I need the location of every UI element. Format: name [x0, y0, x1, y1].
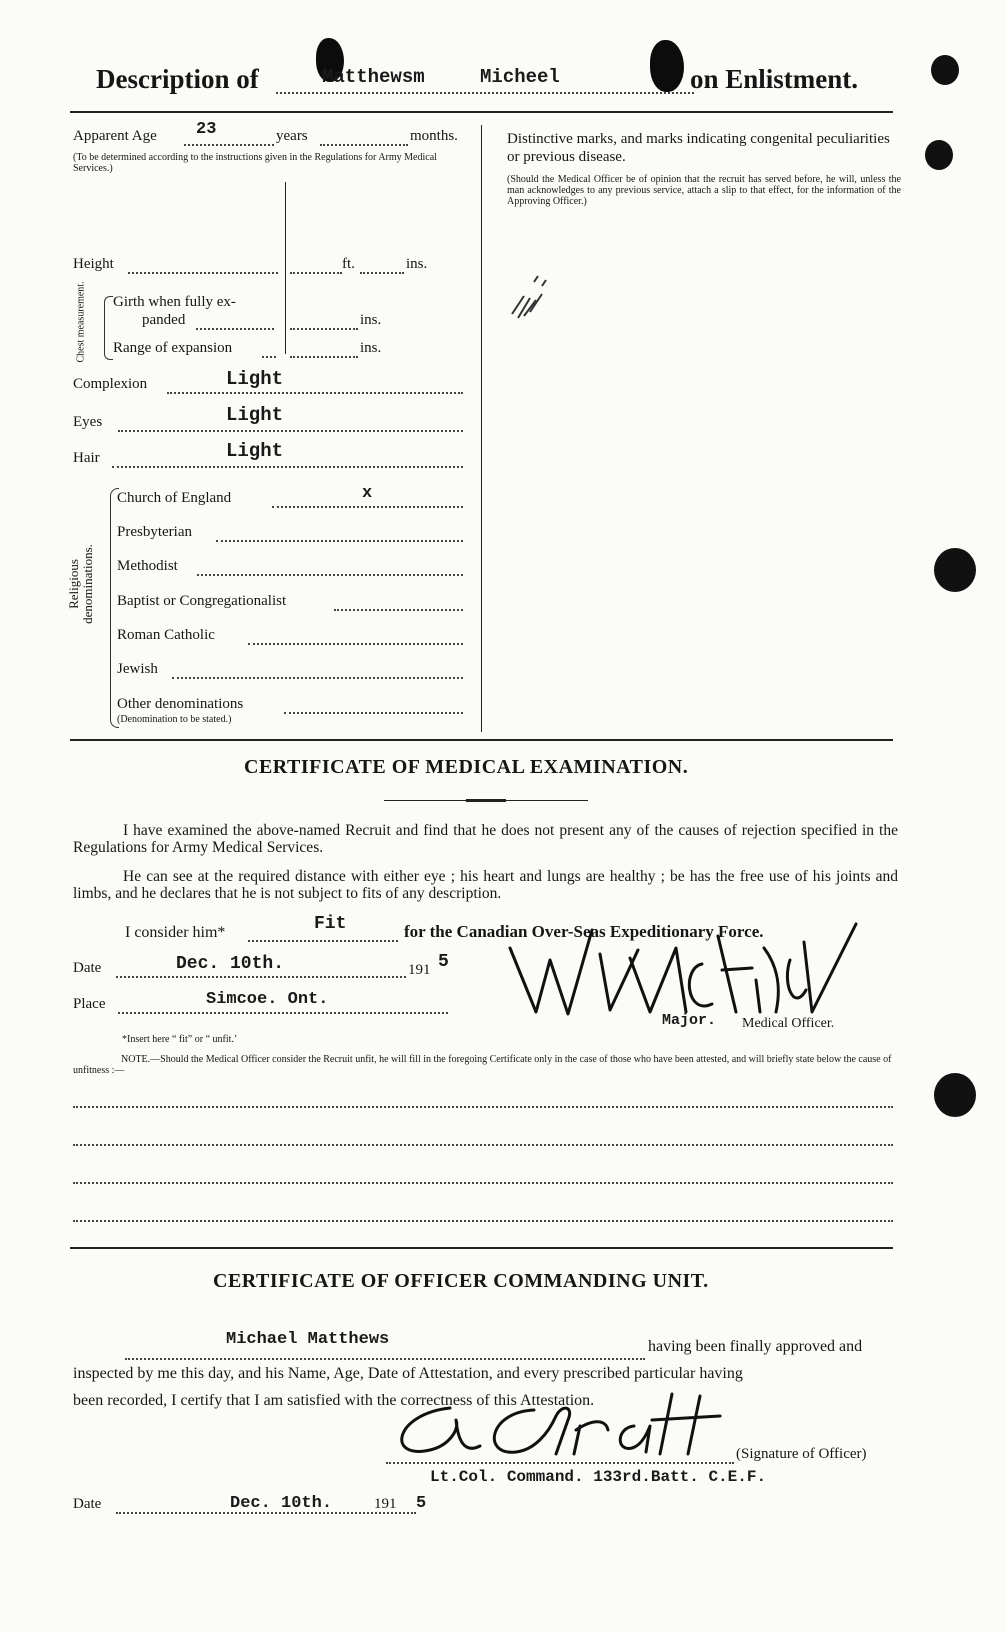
girth-label-line2: panded [142, 312, 186, 328]
punch-hole [934, 1073, 976, 1117]
hair-value: Light [226, 440, 284, 462]
years-label: years [276, 128, 308, 144]
commanding-date-value: Dec. 10th. [230, 1494, 333, 1513]
medical-officer-rank: Major. [662, 1012, 717, 1029]
approval-text-3: been recorded, I certify that I am satisfied with the correctness of this Attestation. [73, 1392, 595, 1409]
medical-officer-signature [506, 924, 866, 1024]
place-label: Place [73, 996, 106, 1012]
chest-measurement-label: Chest measurement. [75, 281, 87, 363]
commanding-officer-signature [384, 1390, 724, 1464]
medical-certificate-heading: CERTIFICATE OF MEDICAL EXAMINATION. [244, 756, 689, 778]
signature-of-officer-label: (Signature of Officer) [736, 1446, 867, 1462]
punch-hole [934, 548, 976, 592]
religion-roman-catholic: Roman Catholic [117, 627, 215, 643]
denomination-note: (Denomination to be stated.) [117, 714, 232, 725]
ft-label: ft. [342, 256, 355, 272]
medical-paragraph-1: I have examined the above-named Recruit and find that he does not present any of the causes of rejection specified in the Regulations for Army Medical Services. [73, 822, 898, 856]
eyes-value: Light [226, 404, 284, 426]
section-rule [70, 739, 893, 741]
fitness-value: Fit [314, 914, 347, 934]
insert-note: *Insert here “ fit” or “ unfit.’ [122, 1034, 238, 1045]
medical-paragraph-2: He can see at the required distance with either eye ; his heart and lungs are healthy ; be has the free use of his joints and limbs, and he declares that he is not subject to fits of any description. [73, 868, 898, 902]
eyes-label: Eyes [73, 414, 103, 430]
commanding-officer-rank: Lt.Col. Command. 133rd.Batt. C.E.F. [430, 1468, 767, 1486]
commanding-date-label: Date [73, 1496, 102, 1512]
age-note: (To be determined according to the instructions given in the Regulations for Army Medical Services.) [73, 152, 437, 174]
medical-year-prefix: 191 [408, 962, 431, 978]
medical-officer-note: (Should the Medical Officer be of opinion that the recruit has served before, he will, unless the man acknowledges to any previous service, attach a slip to that effect, for the information of the Approving Officer.) [507, 174, 901, 207]
approval-text-1: having been finally approved and [648, 1338, 863, 1355]
religion-other: Other denominations [117, 696, 244, 712]
surname-value: Matthewsm [322, 66, 425, 88]
distinctive-marks-heading: Distinctive marks, and marks indicating congenital peculiarities or previous disease. [507, 131, 890, 165]
girth-ins-label: ins. [360, 312, 382, 328]
punch-hole [925, 140, 953, 170]
approval-text-2: inspected by me this day, and his Name, Age, Date of Attestation, and every prescribed particular having [73, 1365, 743, 1382]
recruit-name-value: Michael Matthews [226, 1330, 390, 1349]
hair-label: Hair [73, 450, 100, 466]
force-label: for the Canadian Over-Seas Expeditionary Force. [404, 922, 764, 941]
medical-officer-label: Medical Officer. [742, 1016, 835, 1031]
ink-smudge [508, 262, 552, 322]
complexion-value: Light [226, 368, 284, 390]
unfitness-line [73, 1106, 893, 1108]
medical-date-value: Dec. 10th. [176, 954, 285, 974]
ins-label: ins. [406, 256, 428, 272]
religion-jewish: Jewish [117, 661, 158, 677]
unfitness-line [73, 1220, 893, 1222]
religion-mark: x [362, 484, 373, 503]
commanding-certificate-heading: CERTIFICATE OF OFFICER COMMANDING UNIT. [213, 1270, 709, 1292]
place-value: Simcoe. Ont. [206, 990, 329, 1009]
punch-hole [931, 55, 959, 85]
unfitness-line [73, 1182, 893, 1184]
girth-label-line1: Girth when fully ex- [113, 294, 236, 310]
height-label: Height [73, 256, 114, 272]
religion-baptist: Baptist or Congregationalist [117, 593, 287, 609]
redaction-mark [650, 40, 684, 92]
range-label: Range of expansion [113, 340, 233, 356]
religion-presbyterian: Presbyterian [117, 524, 192, 540]
commanding-year-digit: 5 [416, 1494, 427, 1513]
complexion-label: Complexion [73, 376, 148, 392]
range-ins-label: ins. [360, 340, 382, 356]
unfitness-line [73, 1144, 893, 1146]
header-rule [70, 111, 893, 113]
form-title-suffix: on Enlistment. [690, 64, 859, 94]
medical-date-label: Date [73, 960, 102, 976]
commanding-year-prefix: 191 [374, 1496, 397, 1512]
months-label: months. [410, 128, 458, 144]
section-rule [70, 1247, 893, 1249]
medical-year-digit: 5 [438, 952, 449, 972]
unfitness-note: NOTE.—Should the Medical Officer consider the Recruit unfit, he will fill in the foregoing Certificate only in the case of those who have been attested, and will briefly state below the cause of unfitness :— [73, 1054, 892, 1076]
apparent-age-value: 23 [196, 120, 217, 139]
form-title-prefix: Description of [96, 64, 259, 94]
consider-label: I consider him* [125, 924, 226, 941]
religion-methodist: Methodist [117, 558, 178, 574]
apparent-age-label: Apparent Age [73, 128, 157, 144]
religious-denominations-label: Religious denominations. [66, 544, 95, 624]
religion-church-of-england: Church of England [117, 490, 232, 506]
given-name-value: Micheel [480, 66, 560, 88]
